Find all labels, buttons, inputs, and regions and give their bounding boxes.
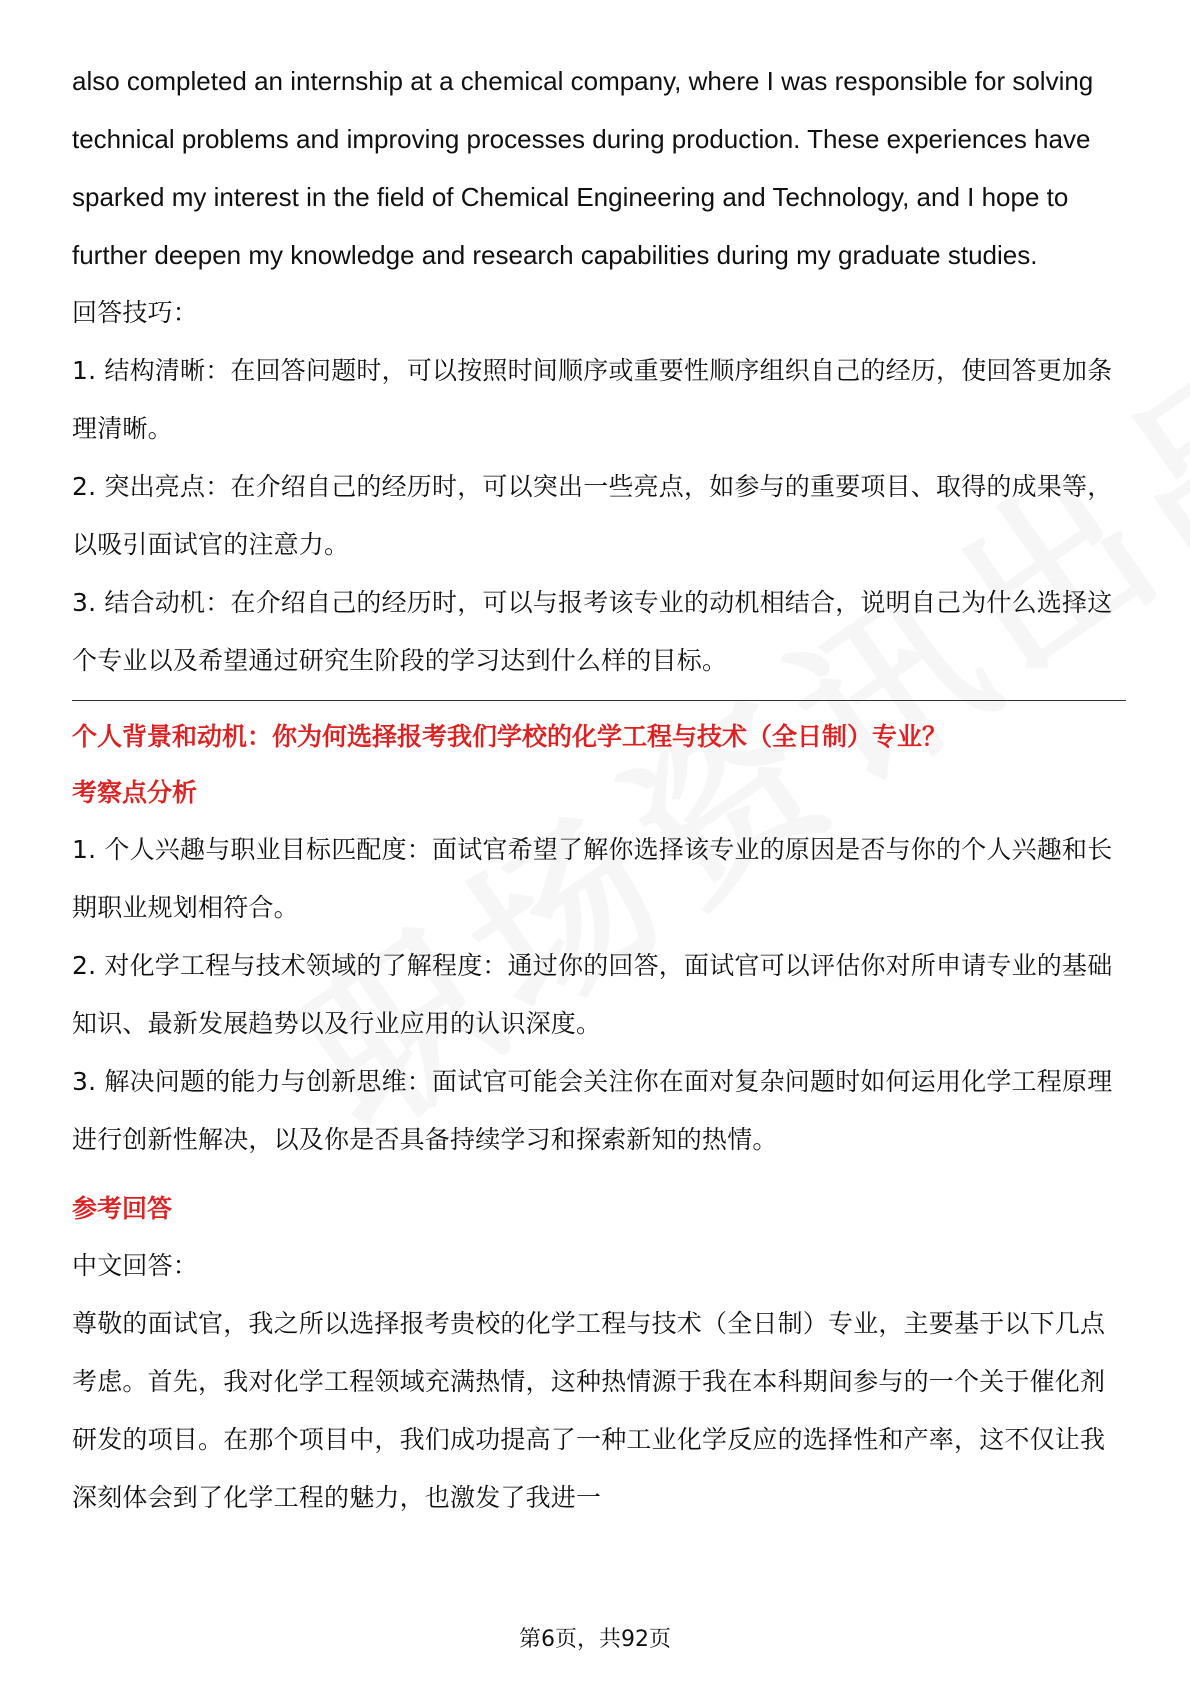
tip-item-3: 3. 结合动机：在介绍自己的经历时，可以与报考该专业的动机相结合，说明自己为什么选择这个专业以及希望通过研究生阶段的学习达到什么样的目标。	[72, 588, 1113, 675]
tips-title: 回答技巧：	[72, 298, 199, 327]
chinese-answer-text: 尊敬的面试官，我之所以选择报考贵校的化学工程与技术（全日制）专业，主要基于以下几点考虑。首先，我对化学工程领域充满热情，这种热情源于我在本科期间参与的一个关于催化剂研发的项目。在那个项目中，我们成功提高了一种工业化学反应的选择性和产率，这不仅让我深刻体会到了化学工程的魅力，也激发了我进一	[72, 1309, 1106, 1512]
document-page	[72, 52, 1126, 1527]
page-number: 第6页，共92页	[519, 1627, 671, 1652]
reference-answer-title: 参考回答	[72, 1194, 173, 1223]
question-title: 个人背景和动机：你为何选择报考我们学校的化学工程与技术（全日制）专业？	[72, 722, 948, 751]
analysis-title: 考察点分析	[72, 778, 198, 807]
tip-item-1: 1. 结构清晰：在回答问题时，可以按照时间顺序或重要性顺序组织自己的经历，使回答更加条理清晰。	[72, 356, 1113, 443]
chinese-answer-label: 中文回答：	[72, 1251, 199, 1280]
analysis-item-1: 1. 个人兴趣与职业目标匹配度：面试官希望了解你选择该专业的原因是否与你的个人兴趣和长期职业规划相符合。	[72, 835, 1113, 922]
tip-item-2: 2. 突出亮点：在介绍自己的经历时，可以突出一些亮点，如参与的重要项目、取得的成果等，以吸引面试官的注意力。	[72, 472, 1113, 559]
analysis-item-2: 2. 对化学工程与技术领域的了解程度：通过你的回答，面试官可以评估你对所申请专业的基础知识、最新发展趋势以及行业应用的认识深度。	[72, 951, 1113, 1038]
english-answer-tail: also completed an internship at a chemical company, where I was responsible for solving technical problems and improving processes during production. These experiences have sparked my interest in the field of Chemical Engineering and Technology, and I hope to further deepen my knowledge and research capabilities during my graduate studies.	[72, 66, 1094, 270]
section-divider	[72, 700, 1126, 701]
analysis-item-3: 3. 解决问题的能力与创新思维：面试官可能会关注你在面对复杂问题时如何运用化学工程原理进行创新性解决，以及你是否具备持续学习和探索新知的热情。	[72, 1067, 1113, 1154]
